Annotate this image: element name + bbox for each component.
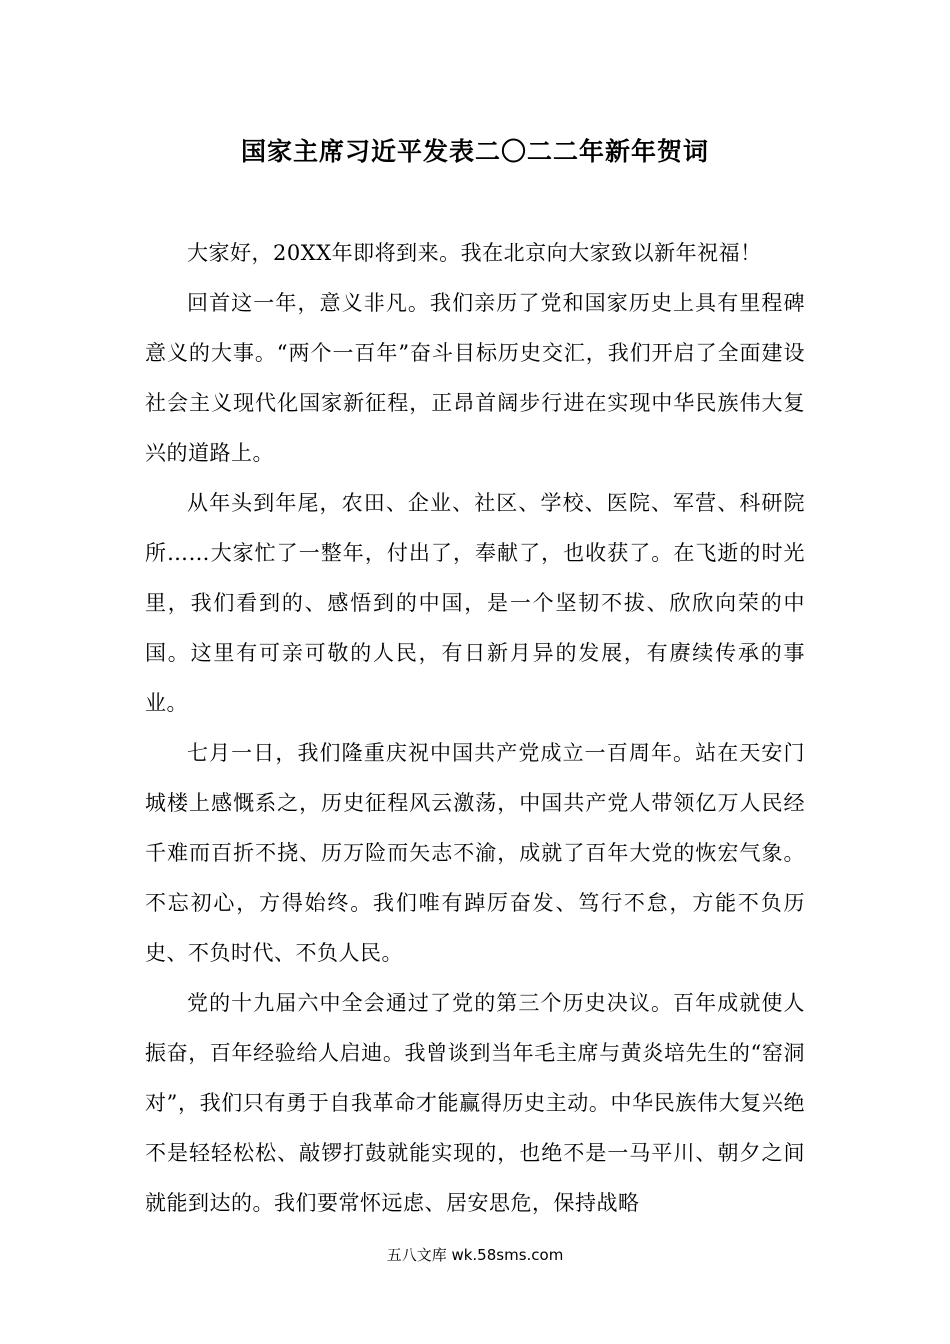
document-title: 国家主席习近平发表二〇二二年新年贺词	[240, 137, 709, 166]
document-body	[145, 228, 805, 1228]
paragraph: 党的十九届六中全会通过了党的第三个历史决议。百年成就使人振奋，百年经验给人启迪。我曾谈到当年毛主席与黄炎培先生的“窑洞对”，我们只有勇于自我革命才能赢得历史主动。中华民族伟大复兴绝不是轻轻松松、敲锣打鼓就能实现的，也绝不是一马平川、朝夕之间就能到达的。我们要常怀远虑、居安思危，保持战略	[145, 991, 805, 1215]
paragraph: 回首这一年，意义非凡。我们亲历了党和国家历史上具有里程碑意义的大事。“两个一百年”奋斗目标历史交汇，我们开启了全面建设社会主义现代化国家新征程，正昂首阔步行进在实现中华民族伟大复兴的道路上。	[145, 291, 805, 465]
paragraph: 从年头到年尾，农田、企业、社区、学校、医院、军营、科研院所……大家忙了一整年，付出了，奉献了，也收获了。在飞逝的时光里，我们看到的、感悟到的中国，是一个坚韧不拔、欣欣向荣的中国。这里有可亲可敬的人民，有日新月异的发展，有赓续传承的事业。	[145, 491, 805, 715]
footer-watermark: 五八文库 wk.58sms.com	[386, 1246, 564, 1264]
paragraph: 七月一日，我们隆重庆祝中国共产党成立一百周年。站在天安门城楼上感慨系之，历史征程风云激荡，中国共产党人带领亿万人民经千难而百折不挠、历万险而矢志不渝，成就了百年大党的恢宏气象。不忘初心，方得始终。我们唯有踔厉奋发、笃行不怠，方能不负历史、不负时代、不负人民。	[145, 741, 805, 965]
paragraph: 大家好，20XX年即将到来。我在北京向大家致以新年祝福！	[187, 241, 762, 265]
